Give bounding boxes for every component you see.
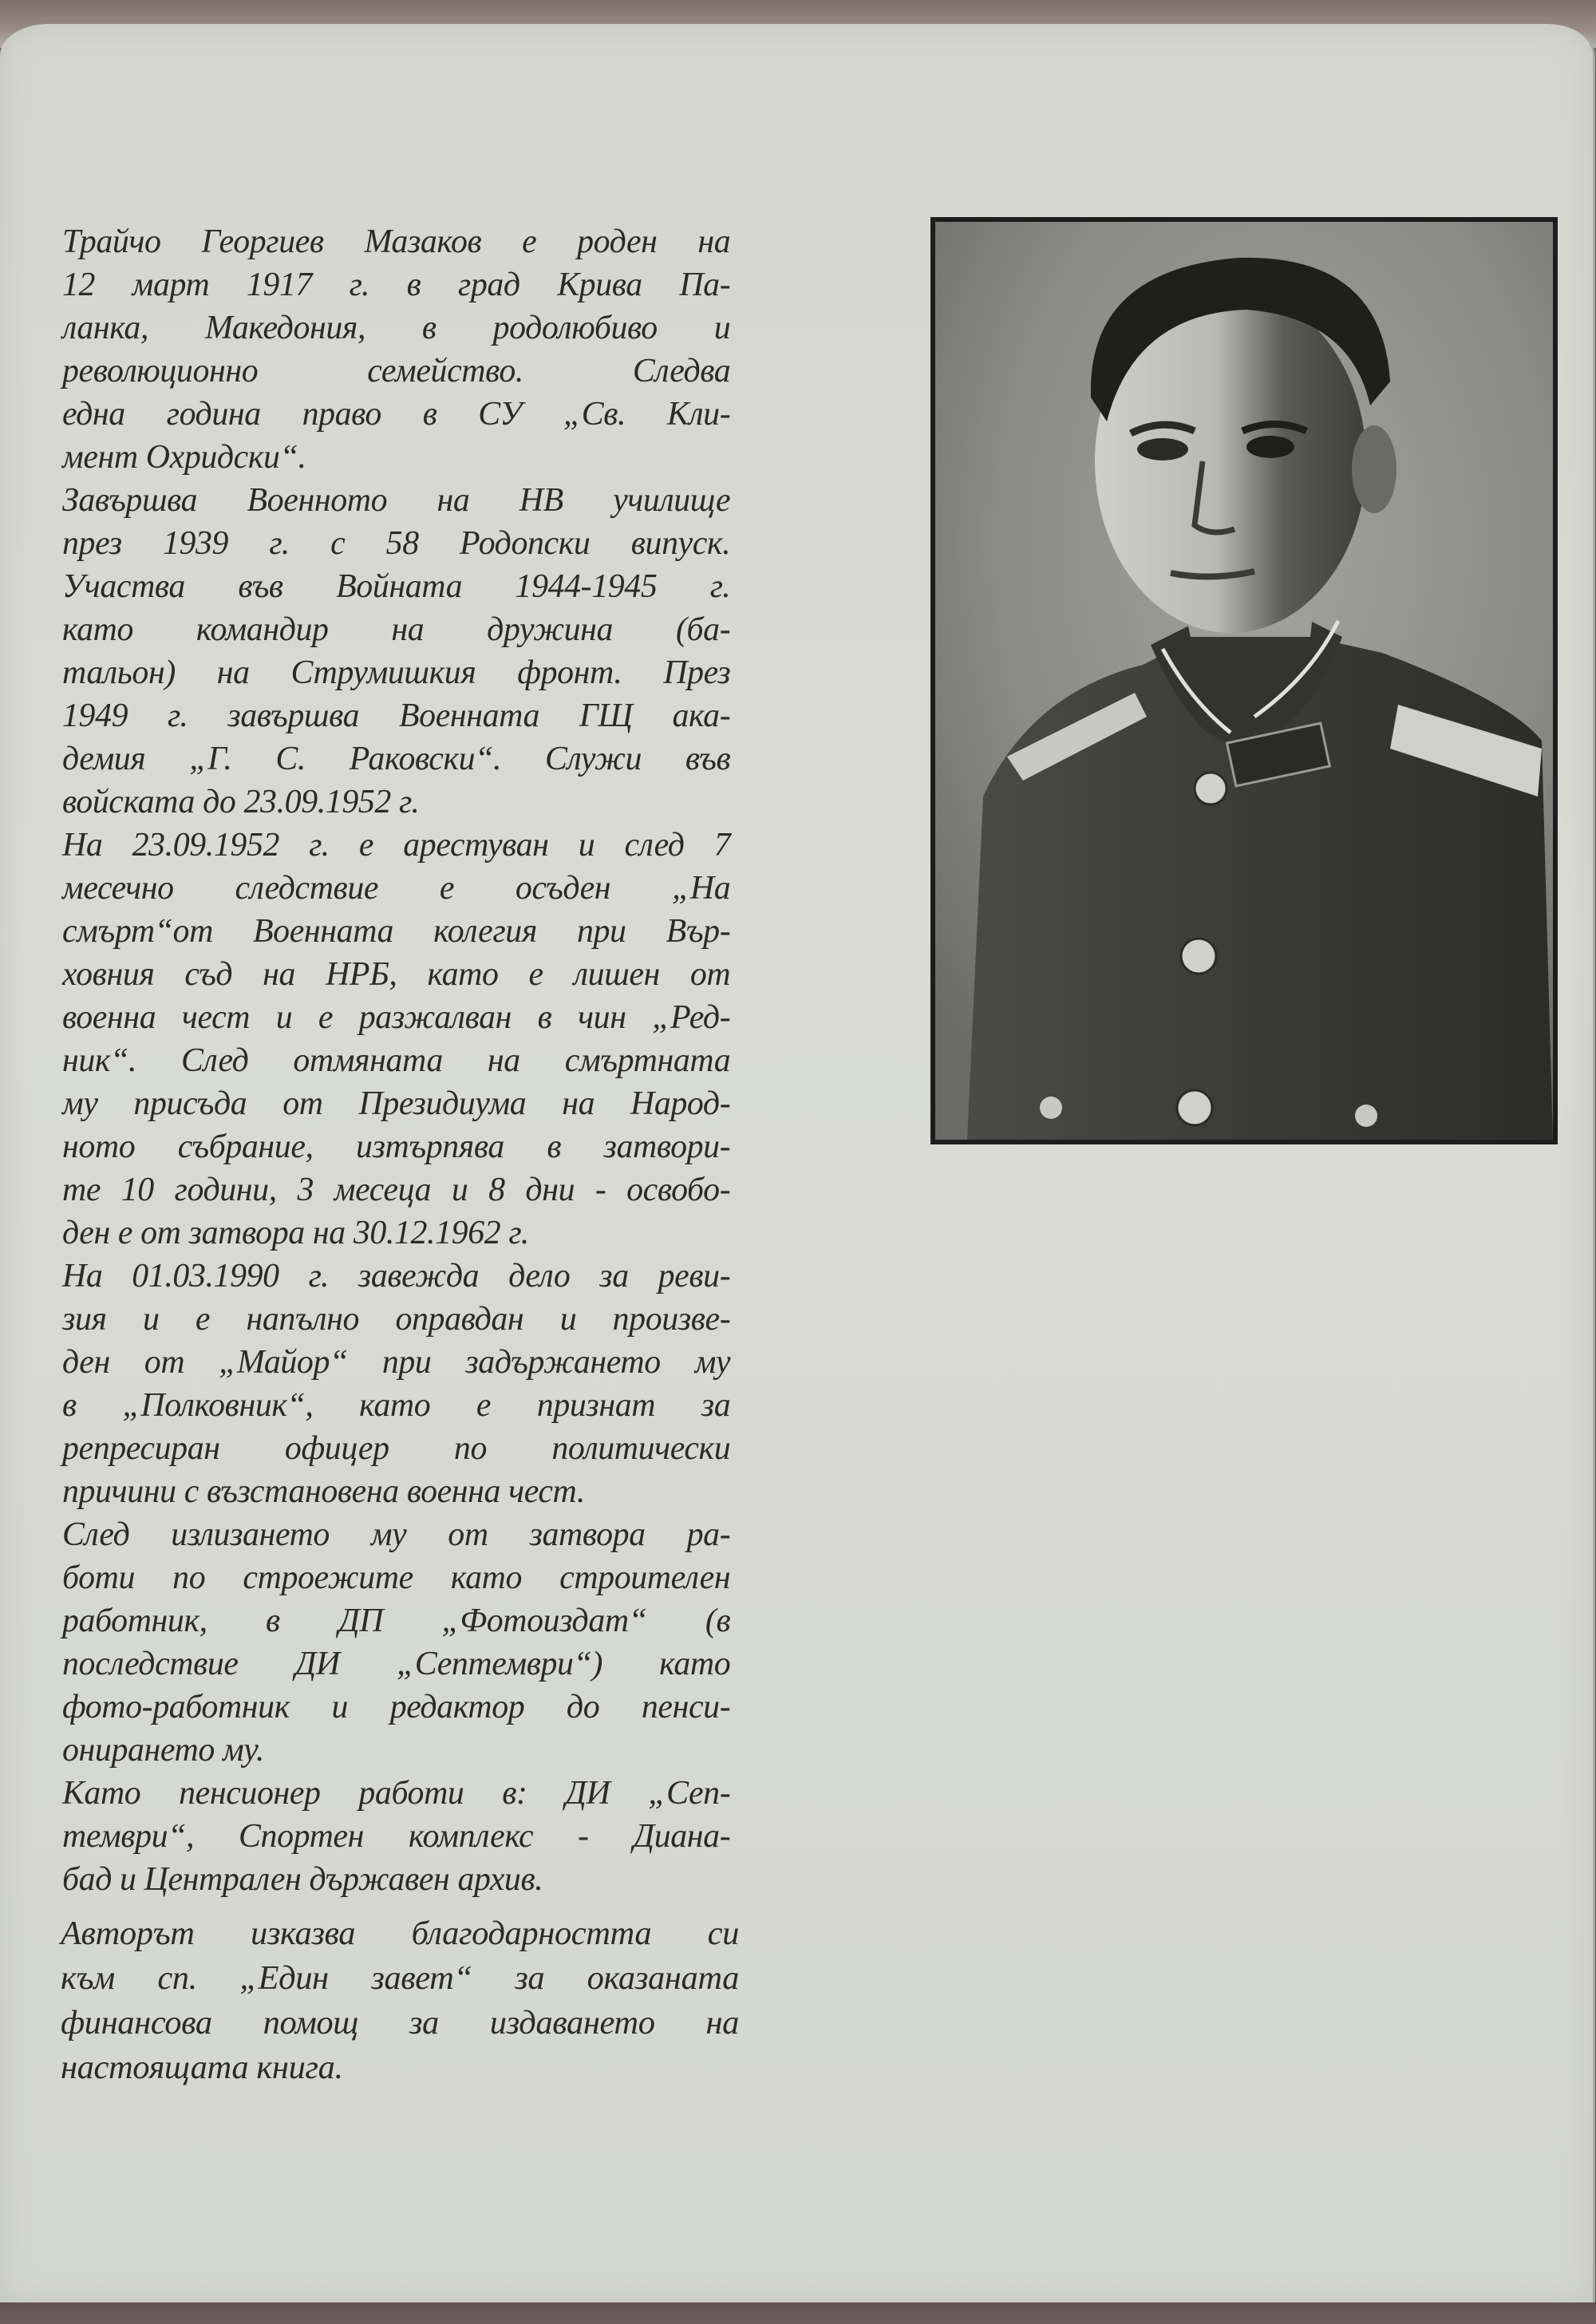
bio-line: демия „Г. С. Раковски“. Служи във [62,740,731,777]
bio-line: Участва във Войната 1944-1945 г. [62,567,731,605]
bio-line: тември“, Спортен комплекс - Диана- [62,1817,731,1855]
bio-line: 1949 г. завършва Военната ГЩ ака- [62,697,731,734]
bio-line: На 01.03.1990 г. завежда дело за реви- [62,1257,731,1294]
bio-line: причини с възстановена военна чест. [62,1472,585,1510]
bio-line: смърт“от Военната колегия при Вър- [62,912,731,950]
bio-line: мент Охридски“. [62,438,306,476]
bio-line: като командир на дружина (ба- [62,611,731,648]
bio-line: една година право в СУ „Св. Кли- [62,395,731,433]
bio-line: войската до 23.09.1952 г. [62,783,420,820]
ack-line: към сп. „Един завет“ за оказаната [61,1959,739,1997]
ack-line: настоящата книга. [61,2049,343,2086]
bio-line: през 1939 г. с 58 Родопски випуск. [62,524,731,562]
uniform-button [1181,939,1216,974]
bio-line: ден е от затвора на 30.12.1962 г. [62,1214,529,1251]
bio-line: боти по строежите като строителен [62,1559,731,1596]
bio-line: месечно следствие е осъден „На [62,869,731,907]
bio-line: революционно семейство. Следва [62,352,731,389]
bio-line: военна чест и е разжалван в чин „Ред- [62,998,731,1036]
bio-line: фото-работник и редактор до пенси- [62,1688,731,1725]
background-surface-bottom [0,2300,1596,2324]
bio-line: На 23.09.1952 г. е арестуван и след 7 [62,826,731,864]
portrait-photo-icon [935,222,1553,1140]
uniform-button [1195,773,1227,804]
bio-line: След излизането му от затвора ра- [62,1516,731,1553]
bio-line: 12 март 1917 г. в град Крива Па- [62,266,731,303]
bio-line: тальон) на Струмишкия фронт. През [62,654,731,691]
bio-line: ховния съд на НРБ, като е лишен от [62,955,731,993]
bio-line: работник, в ДП „Фотоиздат“ (в [62,1602,731,1639]
bio-line: в „Полковник“, като е признат за [62,1386,731,1424]
bio-line: Трайчо Георгиев Мазаков е роден на [62,223,731,260]
uniform-button [1355,1105,1377,1127]
bio-line: Като пенсионер работи в: ДИ „Сеп- [62,1774,731,1812]
portrait-frame [930,217,1558,1144]
uniform-button [1177,1090,1212,1125]
bio-line: ланка, Македония, в родолюбиво и [62,309,731,346]
bio-line: ден от „Майор“ при задържането му [62,1343,731,1381]
bio-line: бад и Централен държавен архив. [62,1860,543,1898]
bio-line: ното събрание, изтърпява в затвори- [62,1128,731,1165]
biography-text [62,220,730,1901]
bio-line: зия и е напълно оправдан и произве- [62,1300,731,1338]
ack-line: финансова помощ за издаването на [61,2004,739,2041]
bio-line: онирането му. [62,1731,264,1769]
acknowledgement-text [61,1911,739,2090]
uniform-button [1040,1097,1062,1119]
ack-line: Авторът изказва благодарността си [61,1915,739,1952]
bio-line: ник“. След отмяната на смъртната [62,1041,731,1079]
bio-line: Завършва Военното на НВ училище [62,481,731,519]
bio-line: те 10 години, 3 месеца и 8 дни - освобо- [62,1171,731,1208]
bio-line: му присъда от Президиума на Народ- [62,1085,731,1122]
bio-line: репресиран офицер по политически [62,1429,731,1467]
bio-line: последствие ДИ „Септември“) като [62,1645,731,1682]
